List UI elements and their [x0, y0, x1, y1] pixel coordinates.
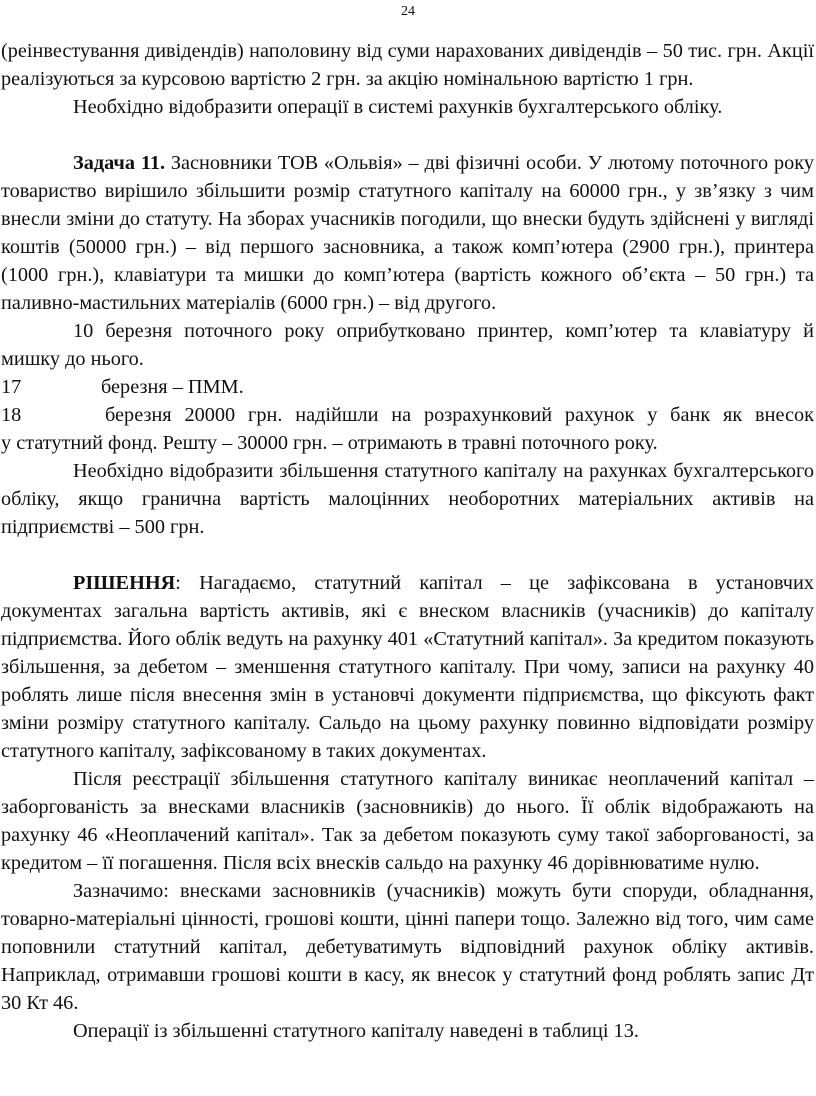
task-11-label: Задача 11. — [73, 152, 166, 174]
paragraph-spacer — [1, 541, 814, 569]
entry-march-18 — [1, 401, 814, 457]
paragraph-note: Зазначимо: внесками засновників (учасників) можуть бути споруди, обладнання, товарно-матеріальні цінності, грошові кошти, цінні папери тощо. Залежно від того, чим саме поповнили статутний капітал, дебетуватимуть відповідний рахунок обліку активів. Наприклад, отримавши грошові кошти в касу, як внесок у статутний фонд роблять запис Дт 30 Кт 46. — [1, 880, 814, 1014]
entry-march-18-first-row — [1, 401, 814, 429]
document-body — [0, 37, 816, 1045]
entry-march-17-text: березня – ПММ. — [101, 376, 244, 398]
entry-march-18-continuation: у статутний фонд. Решту – 30000 грн. – отримають в травні поточного року. — [1, 432, 658, 454]
paragraph-table-reference: Операції із збільшенні статутного капіталу наведені в таблиці 13. — [73, 1020, 639, 1042]
entry-march-18-text: березня 20000 грн. надійшли на розрахунковий рахунок у банк як внесок — [105, 404, 814, 426]
solution-text: : Нагадаємо, статутний капітал – це зафіксована в установчих документах загальна вартість активів, які є внеском власників (учасників) до капіталу підприємства. Його облік ведуть на рахунку 401 «Статутний капітал». За кредитом показують збільшення, за дебетом – зменшення статутного капіталу. При чому, записи на рахунку 40 роблять лише після внесення змін в установчі документи підприємства, що фіксують факт зміни розміру статутного капіталу. Сальдо на цьому рахунку повинно відповідати розміру статутного капіталу, зафіксованому в таких документах. — [1, 572, 814, 762]
paragraph-spacer — [1, 121, 814, 149]
page-number: 24 — [401, 4, 415, 19]
paragraph-after-registration: Після реєстрації збільшення статутного капіталу виникає неоплачений капітал – заборгованість за внесками власників (засновників) до нього. Її облік відображають на рахунку 46 «Неоплачений капітал». Так за дебетом показують суму такої заборгованості, за кредитом – її погашення. Після всіх внесків сальдо на рахунку 46 дорівнюватиме нулю. — [1, 768, 814, 874]
paragraph-march-10: 10 березня поточного року оприбутковано принтер, комп’ютер та клавіатуру й мишку до нього. — [1, 320, 814, 370]
task-11-text: Засновники ТОВ «Ольвія» – дві фізичні особи. У лютому поточного року товариство вирішило збільшити розмір статутного капіталу на 60000 грн., у зв’язку з чим внесли зміни до статуту. На зборах учасників погодили, що внески будуть здійснені у вигляді коштів (50000 грн.) – від першого засновника, а також комп’ютера (2900 грн.), принтера (1000 грн.), клавіатури та мишки до комп’ютера (вартість кожного об’єкта – 50 грн.) та паливно-мастильних матеріалів (6000 грн.) – від другого. — [1, 152, 814, 314]
paragraph-task-11 — [1, 149, 814, 317]
paragraph-reinvestment: (реінвестування дивідендів) наполовину від суми нарахованих дивідендів – 50 тис. грн. Акції реалізуються за курсовою вартістю 2 грн. за акцію номінальною вартістю 1 грн. — [1, 40, 814, 90]
entry-march-17-day: 17 — [1, 376, 22, 398]
paragraph-solution — [1, 569, 814, 765]
paragraph-need-reflect: Необхідно відобразити збільшення статутного капіталу на рахунках бухгалтерського обліку, якщо гранична вартість малоцінних необоротних матеріальних активів на підприємстві – 500 грн. — [1, 460, 814, 538]
entry-march-17 — [1, 373, 814, 401]
solution-label: РІШЕННЯ — [73, 572, 176, 594]
paragraph-task-instruction: Необхідно відобразити операції в системі рахунків бухгалтерського обліку. — [73, 96, 723, 118]
entry-march-18-day: 18 — [1, 404, 22, 426]
